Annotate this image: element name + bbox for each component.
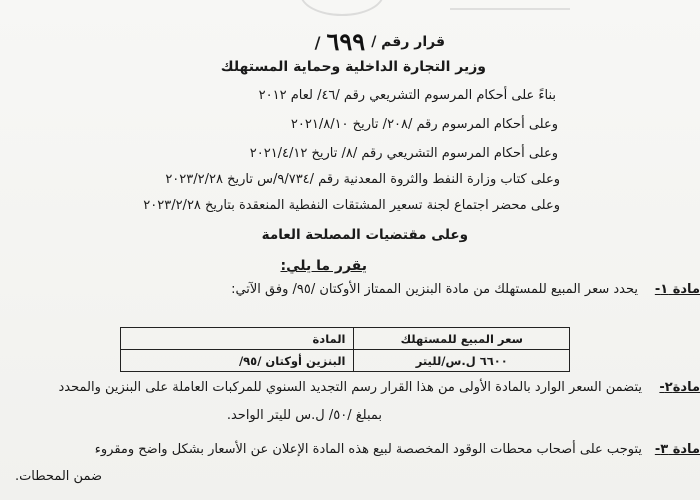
preamble-line: وعلى أحكام المرسوم التشريعي رقم /٨/ تاريخ ٢٠٢١/٤/١٢ [249, 146, 558, 161]
seal-fragment [300, 0, 384, 16]
top-edge-marks [450, 0, 570, 10]
article-2-text-line: بمبلغ /٥٠/ ل.س لليتر الواحد. [226, 408, 382, 423]
table-row [121, 350, 570, 372]
article-1-text: يحدد سعر المبيع للمستهلك من مادة البنزين الممتاز الأوكتان /٩٥/ وفق الآتي: [231, 282, 638, 297]
preamble-line: وعلى محضر اجتماع لجنة تسعير المشتقات النفطية المنعقدة بتاريخ ٢٠٢٣/٢/٢٨ [143, 198, 560, 213]
preamble-line: وعلى كتاب وزارة النفط والثروة المعدنية رقم /٩/٧٣٤/س تاريخ ٢٠٢٣/٢/٢٨ [165, 172, 560, 187]
preamble-line: بناءً على أحكام المرسوم التشريعي رقم /٤٦/ لعام ٢٠١٢ [258, 88, 556, 103]
decision-number: ٦٩٩ [326, 27, 366, 56]
item-column-header: المادة [121, 328, 354, 350]
decides-heading: يقرر ما يلي: [280, 258, 367, 274]
price-table [120, 327, 570, 372]
price-column-header: سعر المبيع للمستهلك [354, 328, 570, 350]
item-cell: البنزين أوكتان /٩٥/ [121, 350, 354, 372]
price-cell: ٦٦٠٠ ل.س/لليتر [354, 350, 570, 372]
decision-suffix: / [314, 32, 321, 52]
price-table-header-row [121, 328, 570, 350]
article-3-text-line: ضمن المحطات. [14, 469, 102, 484]
decision-number-row [314, 27, 445, 56]
article-3-text-line: يتوجب على أصحاب محطات الوقود المخصصة لبيع هذه المادة الإعلان عن الأسعار بشكل واضح ومقروء [94, 442, 642, 457]
article-3-label: مادة ٣- [654, 442, 700, 457]
article-1-label: مادة ١- [654, 282, 700, 297]
public-interest-line: وعلى مقتضيات المصلحة العامة [261, 227, 468, 243]
ministry-title: وزير التجارة الداخلية وحماية المستهلك [220, 59, 486, 75]
preamble-line: وعلى أحكام المرسوم رقم /٢٠٨/ تاريخ ٢٠٢١/٨/١٠ [290, 117, 558, 132]
article-2-label: مادة٢- [659, 380, 700, 395]
article-2-text-line: يتضمن السعر الوارد بالمادة الأولى من هذا القرار رسم التجديد السنوي للمركبات العاملة على البنزين والمحدد [58, 380, 642, 395]
decision-label: قرار رقم / [371, 34, 445, 50]
